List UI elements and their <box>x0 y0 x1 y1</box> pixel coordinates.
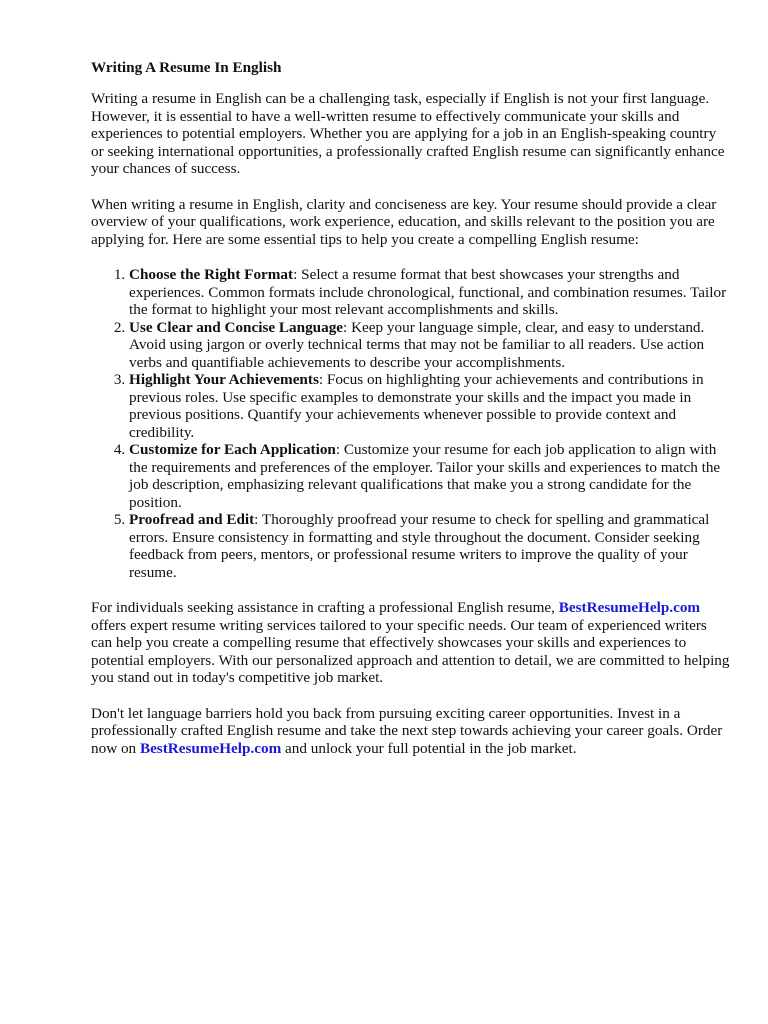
tip-text: Select a resume format that best showcases your strengths and experiences. Common formats include chronological, functional, and combination resumes. Tailor the format to highlight your most relevant accomplishments and skills. <box>129 266 727 318</box>
document-title: Writing A Resume In English <box>91 59 282 76</box>
document-page <box>91 58 731 775</box>
assistance-text-after: offers expert resume writing services tailored to your specific needs. Our team of experienced writers can help you create a compelling resume that effectively showcases your skills and experiences to potential employers. With our personalized approach and attention to detail, we are committed to helping you stand out in today's competitive job market. <box>91 616 730 686</box>
tip-separator: : <box>293 266 302 283</box>
tip-text: Thoroughly proofread your resume to check for spelling and grammatical errors. Ensure consistency in formatting and style throughout the document. Consider seeking feedback from peers, mentors, or professional resume writers to improve the quality of your resume. <box>129 511 710 581</box>
tip-title: Use Clear and Concise Language <box>129 318 344 336</box>
closing-text-before: Don't let language barriers hold you back from pursuing exciting career opportunities. Invest in a professionally crafted English resume and take the next step towards achieving your career goals. Order now on <box>91 704 723 757</box>
bestresumehelp-link[interactable]: BestResumeHelp.com <box>558 599 701 616</box>
tip-text: Customize your resume for each job application to align with the requirements and preferences of the employer. Tailor your skills and experiences to match the job description, emphasizing relevant qualifications that make you a strong candidate for the position. <box>129 441 721 511</box>
tip-item <box>129 371 731 441</box>
tip-item <box>129 441 731 511</box>
tip-separator: : <box>254 511 262 528</box>
intro-paragraph-2: When writing a resume in English, clarity and conciseness are key. Your resume should provide a clear overview of your qualifications, work experience, education, and skills relevant to the position you are applying for. Here are some essential tips to help you create a compelling English resume: <box>91 195 717 248</box>
tip-title: Customize for Each Application <box>129 441 336 458</box>
bestresumehelp-link-closing[interactable]: BestResumeHelp.com <box>139 739 282 757</box>
tip-separator: : <box>343 318 352 336</box>
tip-item <box>129 319 731 372</box>
tip-text: Focus on highlighting your achievements and contributions in previous roles. Use specific examples to demonstrate your skills and the impact you made in previous positions. Quantify your achievements whenever possible to provide context and credibility. <box>129 371 704 441</box>
assistance-text-before: For individuals seeking assistance in crafting a professional English resume, <box>91 599 559 616</box>
closing-paragraph <box>91 705 731 758</box>
closing-text-after: and unlock your full potential in the job market. <box>281 739 577 757</box>
tips-list <box>91 266 731 581</box>
tip-title: Proofread and Edit <box>129 511 255 528</box>
tip-separator: : <box>335 441 344 458</box>
tip-item <box>129 511 731 581</box>
assistance-paragraph <box>91 599 731 687</box>
intro-paragraph-1: Writing a resume in English can be a challenging task, especially if English is not your first language. However, it is essential to have a well-written resume to effectively communicate your skills and experiences to potential employers. Whether you are applying for a job in an English-speaking country or seeking international opportunities, a professionally crafted English resume can significantly enhance your chances of success. <box>91 90 725 177</box>
tip-separator: : <box>318 371 327 388</box>
tip-item <box>129 266 731 319</box>
tip-title: Choose the Right Format <box>129 266 294 283</box>
tip-text: Keep your language simple, clear, and easy to understand. Avoid using jargon or overly technical terms that may not be familiar to all readers. Use action verbs and quantifiable achievements to describe your accomplishments. <box>129 318 705 371</box>
tip-title: Highlight Your Achievements <box>129 371 319 388</box>
